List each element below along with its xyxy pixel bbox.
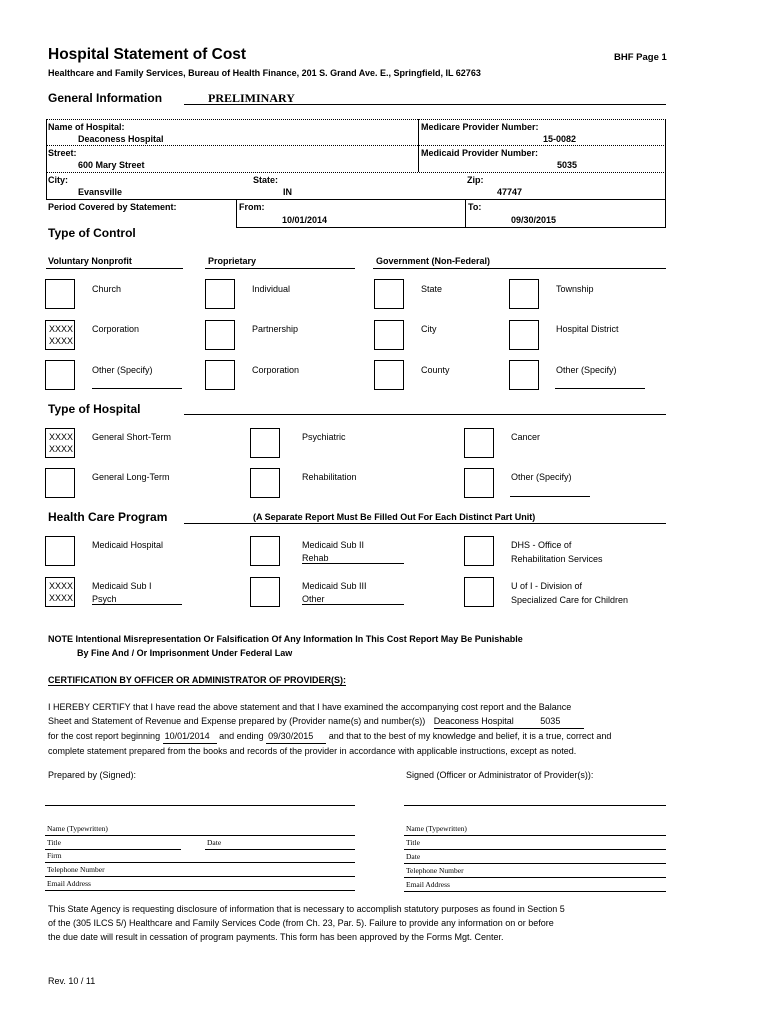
medicare-number-label: Medicare Provider Number: xyxy=(421,122,539,132)
state-checkbox[interactable] xyxy=(374,279,404,309)
street-value[interactable]: 600 Mary Street xyxy=(78,160,145,170)
zip-value[interactable]: 47747 xyxy=(497,187,523,197)
cancer-label: Cancer xyxy=(511,432,541,442)
general-info-heading: General Information xyxy=(48,91,163,105)
specify-line[interactable] xyxy=(510,496,590,497)
certification-line2-text: Sheet and Statement of Revenue and Expense prepared by (Provider name(s) and number(s)) xyxy=(48,716,426,726)
note-line1: NOTE Intentional Misrepresentation Or Falsification Of Any Information In This Cost Report May Be Punishable xyxy=(48,634,523,644)
certification-heading: CERTIFICATION BY OFFICER OR ADMINISTRATOR OF PROVIDER(S): xyxy=(48,675,346,685)
divider xyxy=(46,268,183,269)
township-label: Township xyxy=(556,284,594,294)
divider xyxy=(205,268,355,269)
firm-label: Firm xyxy=(47,851,62,860)
page-number: BHF Page 1 xyxy=(614,52,667,63)
divider xyxy=(46,145,666,146)
individual-label: Individual xyxy=(252,284,291,294)
general-short-term-label: General Short-Term xyxy=(92,432,172,442)
township-checkbox[interactable] xyxy=(509,279,539,309)
certification-line4: complete statement prepared from the books and records of the provider in accordance with applicable instructions, except as noted. xyxy=(48,746,577,756)
from-label: From: xyxy=(239,202,265,212)
officer-signature-line[interactable] xyxy=(404,805,666,806)
proprietary-corporation-label: Corporation xyxy=(252,365,300,375)
preparer-date-field[interactable] xyxy=(205,836,355,850)
dhs-label-line2: Rehabilitation Services xyxy=(511,554,603,564)
cert-begin-date[interactable]: 10/01/2014 xyxy=(163,729,217,744)
divider xyxy=(184,523,666,524)
preparer-signature-line[interactable] xyxy=(45,805,355,806)
disclosure-line1: This State Agency is requesting disclosure of information that is necessary to accomplish statutory purposes as found in Section 5 xyxy=(48,904,565,914)
medicaid-sub3-checkbox[interactable] xyxy=(250,577,280,607)
officer-info-block xyxy=(404,822,666,892)
preparer-email-field[interactable] xyxy=(45,877,355,891)
medicaid-number-label: Medicaid Provider Number: xyxy=(421,148,539,158)
officer-name-field[interactable] xyxy=(404,822,666,836)
state-control-label: State xyxy=(421,284,443,294)
divider xyxy=(184,104,666,105)
psychiatric-checkbox[interactable] xyxy=(250,428,280,458)
medicaid-sub1-checkbox[interactable] xyxy=(45,577,75,607)
county-checkbox[interactable] xyxy=(374,360,404,390)
to-label: To: xyxy=(468,202,482,212)
corporation-label: Corporation xyxy=(92,324,140,334)
preparer-name-field[interactable] xyxy=(45,822,355,836)
city-value[interactable]: Evansville xyxy=(78,187,123,197)
status-badge: PRELIMINARY xyxy=(208,91,295,105)
medicaid-sub2-value[interactable]: Rehab xyxy=(302,553,404,564)
hospital-type-heading: Type of Hospital xyxy=(48,402,141,416)
note-line2: By Fine And / Or Imprisonment Under Federal Law xyxy=(77,648,293,658)
preparer-title-field[interactable] xyxy=(45,836,181,850)
officer-date-field[interactable] xyxy=(404,850,666,864)
general-long-term-checkbox[interactable] xyxy=(45,468,75,498)
hospital-other-label: Other (Specify) xyxy=(511,472,572,482)
from-value[interactable]: 10/01/2014 xyxy=(282,215,328,225)
officer-email-field[interactable] xyxy=(404,878,666,892)
certification-line2 xyxy=(48,714,688,729)
state-value[interactable]: IN xyxy=(283,187,292,197)
medicaid-sub1-label: Medicaid Sub I xyxy=(92,581,152,591)
dhs-checkbox[interactable] xyxy=(464,536,494,566)
specify-line[interactable] xyxy=(92,388,182,389)
hospital-name-value[interactable]: Deaconess Hospital xyxy=(78,134,164,144)
checkbox-mark: XXXX xyxy=(49,593,74,603)
provider-field[interactable] xyxy=(434,714,584,729)
partnership-label: Partnership xyxy=(252,324,299,334)
psychiatric-label: Psychiatric xyxy=(302,432,346,442)
proprietary-heading: Proprietary xyxy=(208,256,257,266)
individual-checkbox[interactable] xyxy=(205,279,235,309)
voluntary-nonprofit-heading: Voluntary Nonprofit xyxy=(48,256,132,266)
divider xyxy=(373,268,666,269)
preparer-phone-label: Telephone Number xyxy=(47,865,105,874)
government-other-label: Other (Specify) xyxy=(556,365,617,375)
disclosure-statement xyxy=(48,902,708,944)
officer-phone-label: Telephone Number xyxy=(406,866,464,875)
medicaid-hospital-checkbox[interactable] xyxy=(45,536,75,566)
street-label: Street: xyxy=(48,148,77,158)
officer-name-label: Name (Typewritten) xyxy=(406,824,467,833)
officer-title-field[interactable] xyxy=(404,836,666,850)
medicaid-number-value[interactable]: 5035 xyxy=(557,160,578,170)
revision-label: Rev. 10 / 11 xyxy=(48,976,96,986)
general-short-term-checkbox[interactable] xyxy=(45,428,75,458)
general-long-term-label: General Long-Term xyxy=(92,472,170,482)
period-label: Period Covered by Statement: xyxy=(48,202,177,212)
certification-line3 xyxy=(48,729,688,744)
city-label: City: xyxy=(48,175,68,185)
program-heading: Health Care Program xyxy=(48,510,168,524)
hospital-district-label: Hospital District xyxy=(556,324,619,334)
divider xyxy=(465,199,466,227)
government-other-checkbox[interactable] xyxy=(509,360,539,390)
checkbox-mark: XXXX xyxy=(49,324,74,334)
preparer-date-label: Date xyxy=(207,838,222,847)
agency-address: Healthcare and Family Services, Bureau of Health Finance, 201 S. Grand Ave. E., Springfield, IL 62763 xyxy=(48,68,481,78)
cert-end-date[interactable]: 09/30/2015 xyxy=(266,729,326,744)
divider xyxy=(46,199,666,200)
provider-name: Deaconess Hospital xyxy=(433,716,514,726)
divider xyxy=(46,119,47,199)
uofi-label-line2: Specialized Care for Children xyxy=(511,595,629,605)
checkbox-mark: XXXX xyxy=(49,336,74,346)
program-note: (A Separate Report Must Be Filled Out For Each Distinct Part Unit) xyxy=(253,512,536,522)
government-heading: Government (Non-Federal) xyxy=(376,256,491,266)
officer-email-label: Email Address xyxy=(406,880,450,889)
hospital-other-checkbox[interactable] xyxy=(464,468,494,498)
preparer-title-label: Title xyxy=(47,838,61,847)
officer-phone-field[interactable] xyxy=(404,864,666,878)
disclosure-line2: of the (305 ILCS 5/) Healthcare and Family Services Code (from Ch. 23, Par. 5). Failure to provide any information on or before xyxy=(48,918,554,928)
uofi-checkbox[interactable] xyxy=(464,577,494,607)
disclosure-line3: the due date will result in cessation of program payments. This form has been approved by the Forms Mgt. Center. xyxy=(48,932,504,942)
signed-by-label: Signed (Officer or Administrator of Provider(s)): xyxy=(406,770,594,780)
divider xyxy=(665,119,666,227)
and-ending-text: and ending xyxy=(219,731,264,741)
certification-begin-text: for the cost report beginning xyxy=(48,731,161,741)
zip-label: Zip: xyxy=(467,175,484,185)
medicaid-sub2-checkbox[interactable] xyxy=(250,536,280,566)
dhs-label-line1: DHS - Office of xyxy=(511,540,572,550)
medicare-number-value[interactable]: 15-0082 xyxy=(543,134,577,144)
medicaid-sub1-value[interactable]: Psych xyxy=(92,594,182,605)
certification-line1: I HEREBY CERTIFY that I have read the above statement and that I have examined the accompanying cost report and the Balance xyxy=(48,702,572,712)
divider xyxy=(236,227,666,228)
church-checkbox[interactable] xyxy=(45,279,75,309)
to-value[interactable]: 09/30/2015 xyxy=(511,215,557,225)
voluntary-other-checkbox[interactable] xyxy=(45,360,75,390)
preparer-title-date-row xyxy=(45,836,355,849)
uofi-label-line1: U of I - Division of xyxy=(511,581,583,591)
divider xyxy=(46,172,666,173)
cancer-checkbox[interactable] xyxy=(464,428,494,458)
medicaid-hospital-label: Medicaid Hospital xyxy=(92,540,164,550)
divider xyxy=(418,119,419,172)
preparer-info-block xyxy=(45,822,355,891)
officer-date-label: Date xyxy=(406,852,421,861)
hospital-district-checkbox[interactable] xyxy=(509,320,539,350)
specify-line[interactable] xyxy=(555,388,645,389)
city-checkbox[interactable] xyxy=(374,320,404,350)
checkbox-mark: XXXX xyxy=(49,581,74,591)
church-label: Church xyxy=(92,284,122,294)
preparer-phone-field[interactable] xyxy=(45,863,355,877)
rehabilitation-checkbox[interactable] xyxy=(250,468,280,498)
medicaid-sub3-label: Medicaid Sub III xyxy=(302,581,367,591)
proprietary-corporation-checkbox[interactable] xyxy=(205,360,235,390)
divider xyxy=(46,119,666,120)
firm-field[interactable] xyxy=(45,849,355,863)
divider xyxy=(184,414,666,415)
partnership-checkbox[interactable] xyxy=(205,320,235,350)
form-title: Hospital Statement of Cost xyxy=(48,46,247,63)
checkbox-mark: XXXX xyxy=(49,444,74,454)
divider xyxy=(236,199,237,227)
corporation-checkbox[interactable] xyxy=(45,320,75,350)
officer-title-label: Title xyxy=(406,838,420,847)
checkbox-mark: XXXX xyxy=(49,432,74,442)
rehabilitation-label: Rehabilitation xyxy=(302,472,357,482)
provider-number: 5035 xyxy=(540,716,561,726)
medicaid-sub3-value[interactable]: Other xyxy=(302,594,404,605)
state-label: State: xyxy=(253,175,279,185)
county-label: County xyxy=(421,365,450,375)
voluntary-other-label: Other (Specify) xyxy=(92,365,153,375)
certification-text xyxy=(48,700,688,758)
certification-line3-post: and that to the best of my knowledge and belief, it is a true, correct and xyxy=(328,731,612,741)
prepared-by-label: Prepared by (Signed): xyxy=(48,770,137,780)
control-heading: Type of Control xyxy=(48,226,136,240)
city-control-label: City xyxy=(421,324,437,334)
preparer-name-label: Name (Typewritten) xyxy=(47,824,108,833)
hospital-name-label: Name of Hospital: xyxy=(48,122,125,132)
medicaid-sub2-label: Medicaid Sub II xyxy=(302,540,365,550)
preparer-email-label: Email Address xyxy=(47,879,91,888)
